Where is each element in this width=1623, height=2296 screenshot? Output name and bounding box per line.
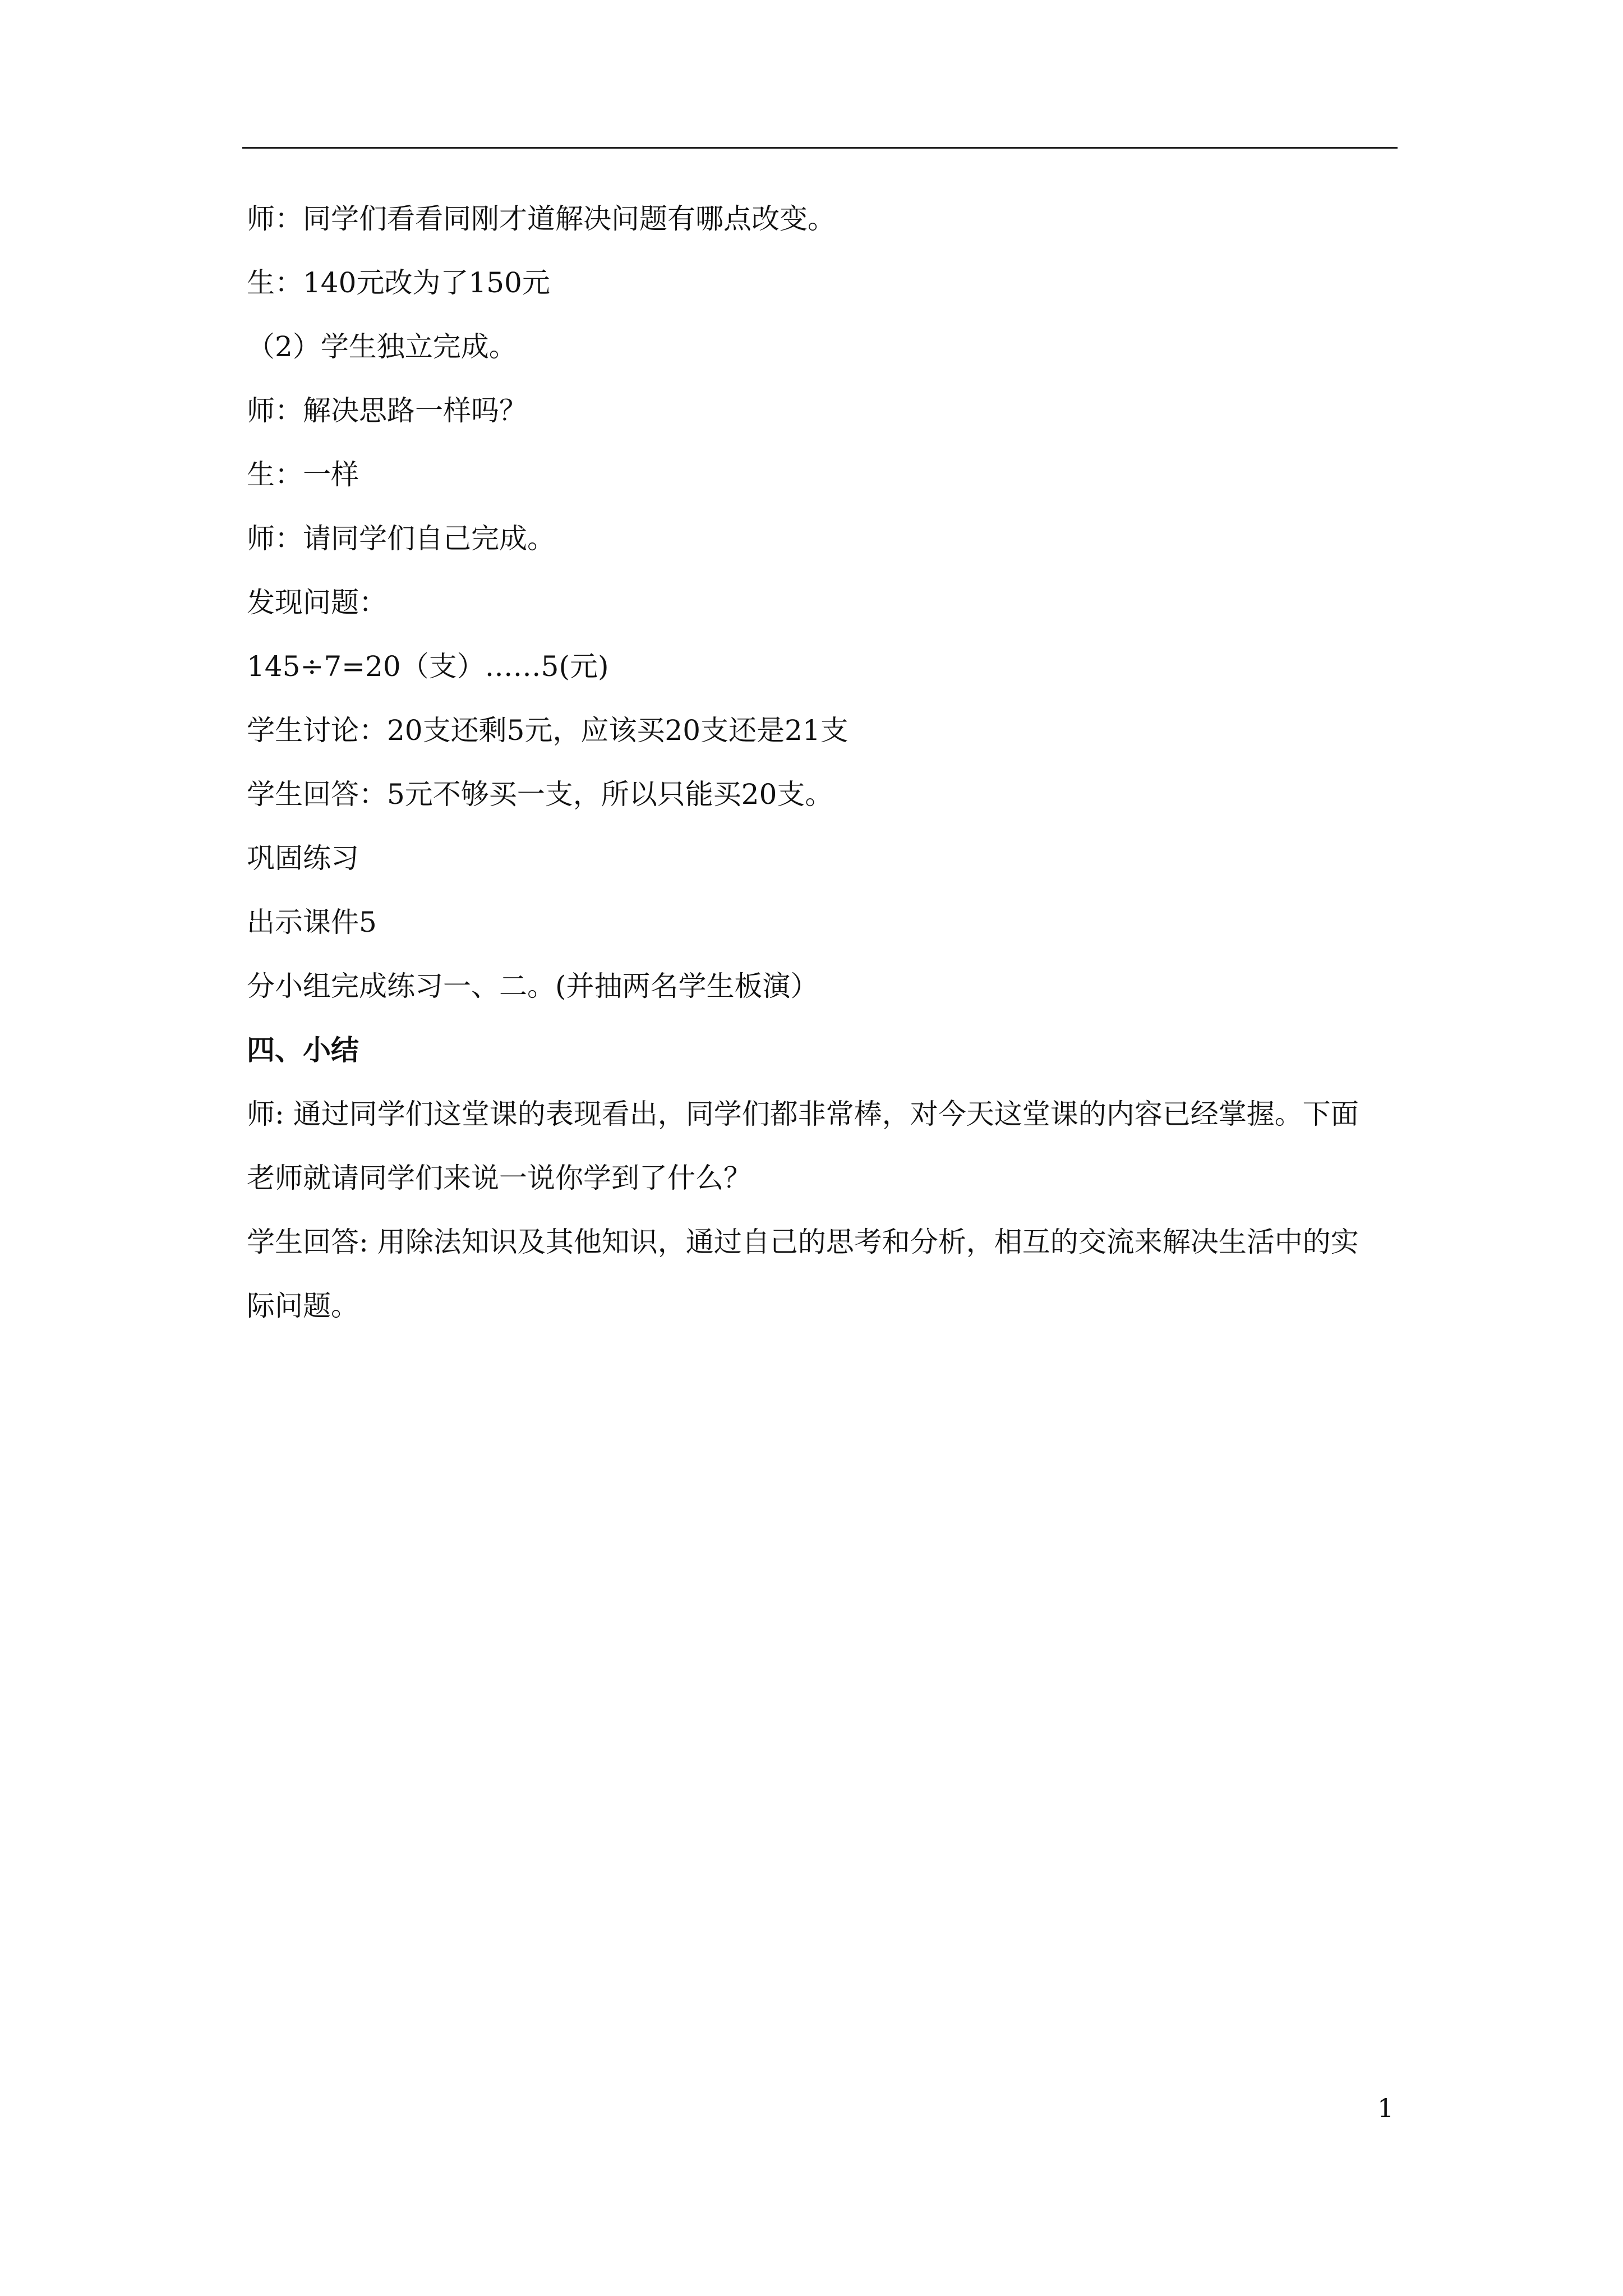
dialogue-line-teacher-3: 师：请同学们自己完成。 — [247, 522, 555, 555]
courseware-line: 出示课件5 — [247, 906, 377, 938]
problem-label: 发现问题： — [247, 586, 387, 619]
dialogue-line-student-1: 生：140元改为了150元 — [247, 266, 550, 299]
answer-paragraph-line-2: 际问题。 — [247, 1290, 359, 1322]
summary-paragraph — [247, 1097, 1396, 1195]
summary-paragraph-line-2: 老师就请同学们来说一说你学到了什么？ — [247, 1162, 751, 1194]
dialogue-line-teacher-1: 师：同学们看看同刚才道解决问题有哪点改变。 — [247, 203, 836, 235]
practice-label: 巩固练习 — [247, 842, 359, 875]
page-number: 1 — [1377, 2093, 1394, 2123]
header-rule — [242, 147, 1398, 149]
step-line-2: （2）学生独立完成。 — [247, 330, 517, 363]
document-body — [247, 202, 1396, 1353]
section-heading-summary: 四、小结 — [247, 1033, 359, 1066]
dialogue-line-student-2: 生：一样 — [247, 458, 359, 491]
answer-paragraph — [247, 1225, 1396, 1323]
summary-paragraph-line-1: 师: 通过同学们这堂课的表现看出，同学们都非常棒，对今天这堂课的内容已经掌握。下面 — [247, 1098, 1359, 1130]
student-discussion-line: 学生讨论：20支还剩5元，应该买20支还是21支 — [247, 714, 849, 747]
group-exercise-line: 分小组完成练习一、二。(并抽两名学生板演） — [247, 970, 819, 1002]
dialogue-line-teacher-2: 师：解决思路一样吗？ — [247, 394, 527, 427]
student-answer-line: 学生回答：5元不够买一支，所以只能买20支。 — [247, 778, 833, 811]
answer-paragraph-line-1: 学生回答: 用除法知识及其他知识，通过自己的思考和分析，相互的交流来解决生活中的实 — [247, 1226, 1359, 1258]
equation-line: 145÷7=20（支）……5(元) — [247, 650, 609, 683]
